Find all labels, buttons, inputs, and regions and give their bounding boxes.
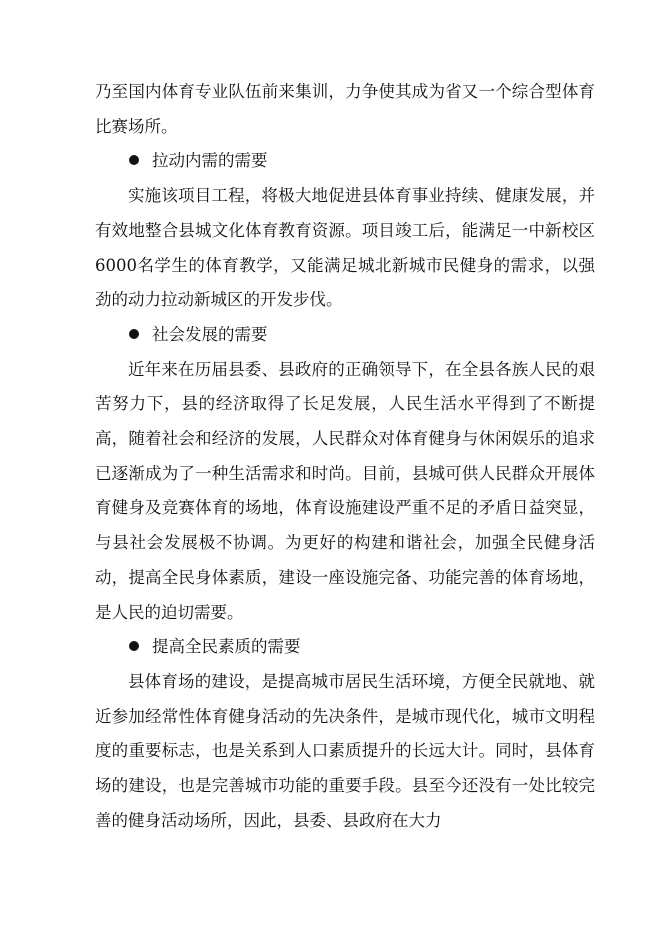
section-body-social-development: 近年来在历届县委、县政府的正确领导下，在全县各族人民的艰苦努力下，县的经济取得了长足发展，人民生活水平得到了不断提高，随着社会和经济的发展，人民群众对体育健身与休闲娱乐的追求已逐渐成为了一种生活需求和时尚。目前，县城可供人民群众开展体育健身及竞赛体育的场地，体育设施建设严重不足的矛盾日益突显，与县社会发展极不协调。为更好的构建和谐社会，加强全民健身活动，提高全民身体素质，建设一座设施完备、功能完善的体育场地，是人民的迫切需要。 bbox=[95, 359, 595, 622]
bullet-dot-icon bbox=[129, 329, 139, 339]
section-body-citizen-quality: 县体育场的建设，是提高城市居民生活环境，方便全民就地、就近参加经常性体育健身活动的先决条件，是城市现代化，城市文明程度的重要标志，也是关系到人口素质提升的长远大计。同时，县体育场的建设，也是完善城市功能的重要手段。县至今还没有一处比较完善的健身活动场所，因此，县委、县政府在大力 bbox=[95, 671, 595, 830]
section-heading-domestic-demand bbox=[95, 144, 595, 179]
section-heading-text: 提高全民素质的需要 bbox=[152, 637, 301, 657]
section-body-domestic-demand: 实施该项目工程，将极大地促进县体育事业持续、健康发展，并有效地整合县城文化体育教育资源。项目竣工后，能满足一中新校区6000名学生的体育教学，又能满足城北新城市民健身的需求，以强劲的动力拉动新城区的开发步伐。 bbox=[95, 186, 595, 310]
section-heading-social-development bbox=[95, 318, 595, 353]
section-heading-text: 社会发展的需要 bbox=[152, 324, 268, 344]
section-heading-text: 拉动内需的需要 bbox=[152, 151, 268, 171]
bullet-dot-icon bbox=[129, 641, 139, 651]
bullet-dot-icon bbox=[129, 155, 139, 165]
section-heading-citizen-quality bbox=[95, 630, 595, 665]
document-body bbox=[95, 75, 595, 838]
paragraph-continued: 乃至国内体育专业队伍前来集训，力争使其成为省又一个综合型体育比赛场所。 bbox=[95, 82, 595, 136]
